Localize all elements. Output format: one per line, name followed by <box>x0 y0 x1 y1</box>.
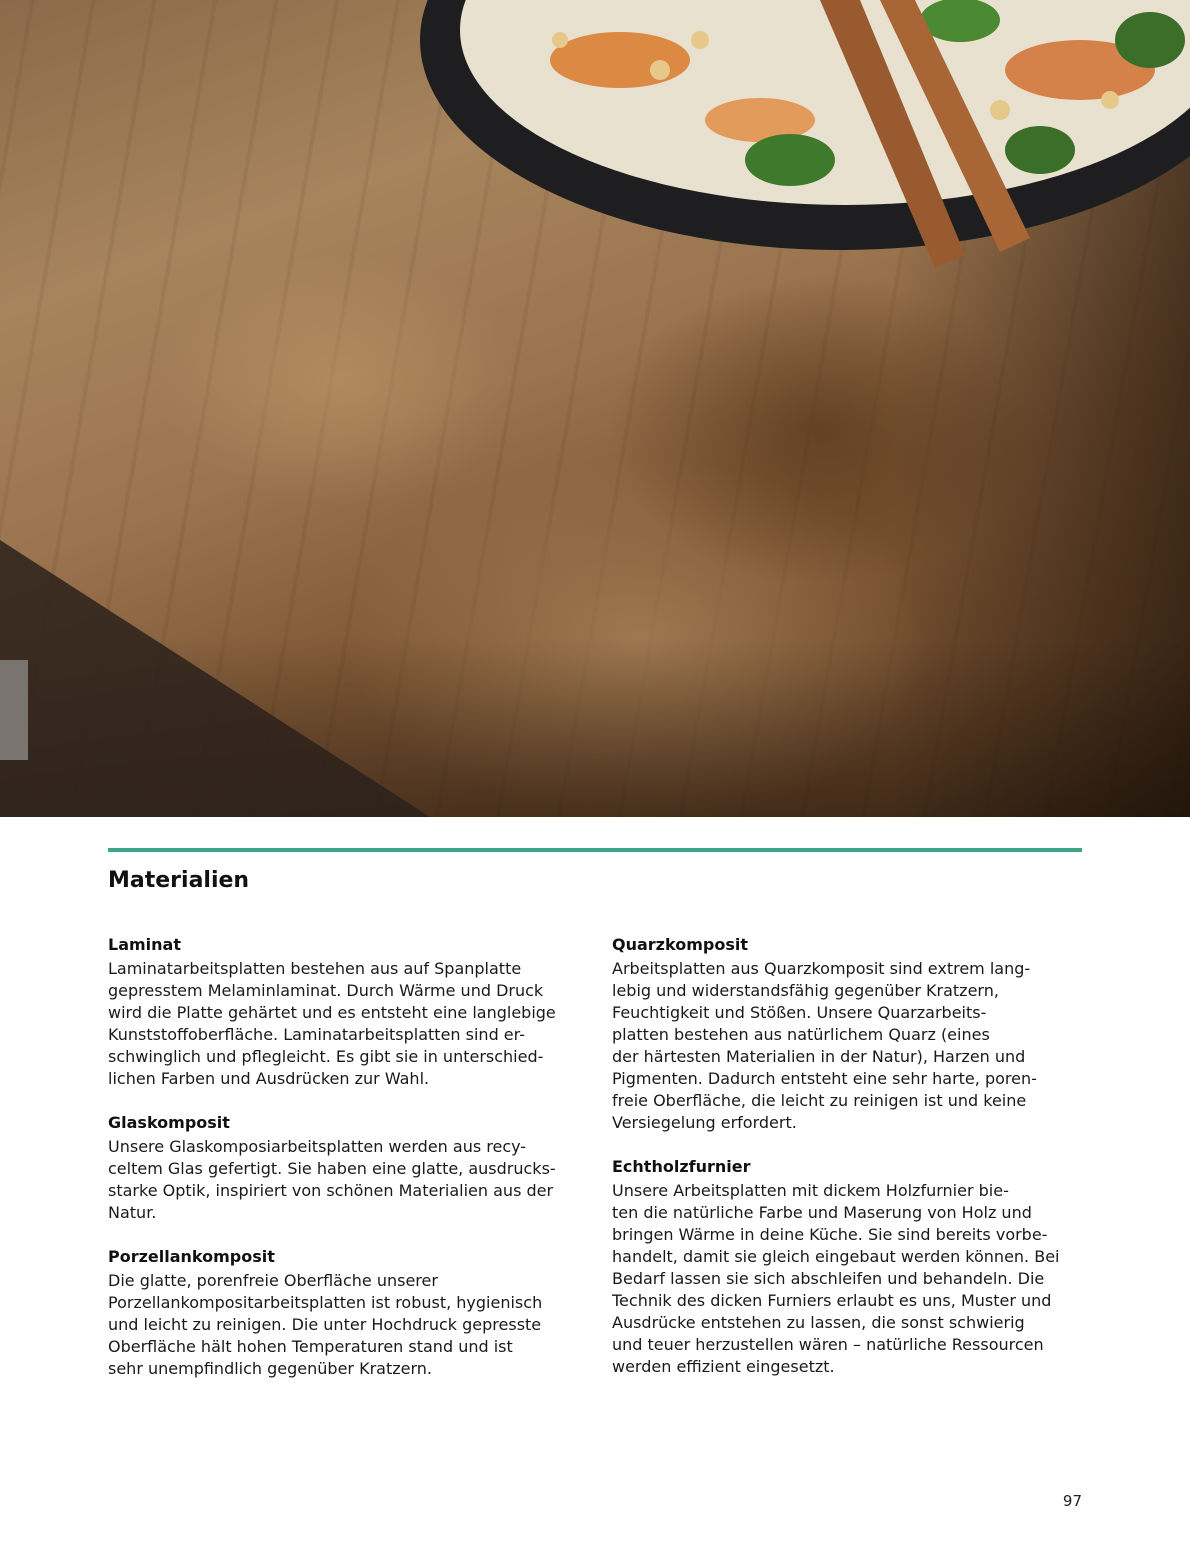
left-column <box>108 934 580 1402</box>
cilantro <box>1115 12 1185 68</box>
accent-divider <box>108 848 1082 852</box>
peanut <box>650 60 670 80</box>
material-description: Unsere Arbeitsplatten mit dickem Holzfurnier bie- ten die natürliche Farbe und Maserung von Holz und bringen Wärme in deine Küche. Sie sind bereits vorbe- handelt, damit sie gleich eingebaut werden können. Bei Bedarf lassen sie sich abschleifen und behandeln. Die Technik des dicken Furniers erlaubt es uns, Muster und Ausdrücke entstehen zu lassen, die sonst schwierig und teuer herzustellen wären – natürliche Ressourcen werden effizient eingesetzt. <box>612 1181 1060 1376</box>
material-glaskomposit <box>108 1112 580 1224</box>
peanut <box>552 32 568 48</box>
material-description: Laminatarbeitsplatten bestehen aus auf Spanplatte gepresstem Melaminlaminat. Durch Wärme und Druck wird die Platte gehärtet und es entsteht eine langlebige Kunststoffoberfläche. Laminatarbeitsplatten sind er- schwinglich und pflegleicht. Es gibt sie in unterschied- lichen Farben und Ausdrücken zur Wahl. <box>108 959 556 1088</box>
material-description: Arbeitsplatten aus Quarzkomposit sind extrem lang- lebig und widerstandsfähig gegenüber Kratzern, Feuchtigkeit und Stößen. Unsere Quarzarbeits- platten bestehen aus natürlichem Quarz (eines der härtesten Materialien in der Natur), Harzen und Pigmenten. Dadurch entsteht eine sehr harte, poren- freie Oberfläche, die leicht zu reinigen ist und keine Versiegelung erfordert. <box>612 959 1037 1132</box>
section-title: Materialien <box>108 868 250 893</box>
material-description: Unsere Glaskomposiarbeitsplatten werden aus recy- celtem Glas gefertigt. Sie haben eine glatte, ausdrucks- starke Optik, inspiriert von schönen Materialien aus der Natur. <box>108 1137 556 1222</box>
material-heading: Echtholzfurnier <box>612 1157 751 1176</box>
peanut <box>691 31 709 49</box>
carrot-strips <box>550 32 690 88</box>
material-heading: Glaskomposit <box>108 1113 230 1132</box>
peanut <box>1101 91 1119 109</box>
material-heading: Laminat <box>108 935 181 954</box>
material-laminat <box>108 934 580 1090</box>
material-heading: Porzellankomposit <box>108 1247 275 1266</box>
page-number: 97 <box>1062 1492 1082 1510</box>
material-quarzkomposit <box>612 934 1084 1134</box>
peanut <box>990 100 1010 120</box>
material-description: Die glatte, porenfreie Oberfläche unserer Porzellankompositarbeitsplatten ist robust, hygienisch und leicht zu reinigen. Die unter Hochdruck gepresste Oberfläche hält hohen Temperaturen stand und ist sehr unempfindlich gegenüber Kratzern. <box>108 1271 543 1378</box>
right-column <box>612 934 1084 1400</box>
material-heading: Quarzkomposit <box>612 935 748 954</box>
material-echtholzfurnier <box>612 1156 1084 1378</box>
cabinet-shadow <box>0 540 430 817</box>
material-porzellankomposit <box>108 1246 580 1380</box>
cilantro <box>745 134 835 186</box>
cilantro <box>1005 126 1075 174</box>
cabinet-handle <box>0 660 28 760</box>
